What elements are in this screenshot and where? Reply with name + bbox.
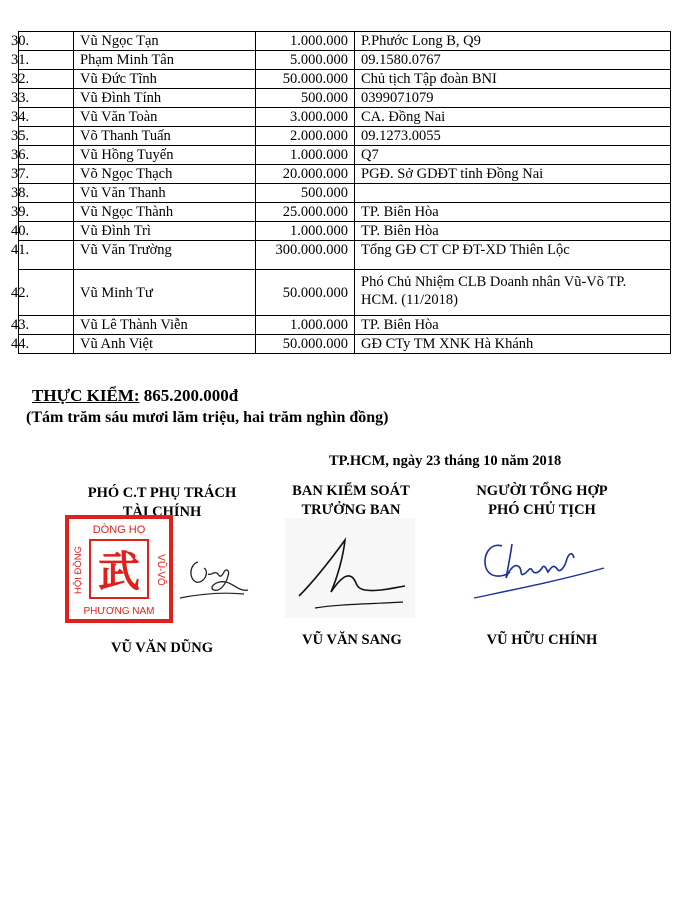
donor-name: Vũ Đức Tĩnh — [74, 70, 256, 89]
row-number-text: 43. — [11, 317, 30, 333]
donor-note: CA. Đồng Nai — [355, 108, 671, 127]
total-line — [32, 386, 238, 406]
donation-amount: 2.000.000 — [256, 127, 355, 146]
donor-note: 0399071079 — [355, 89, 671, 108]
signatory-1-title-line2: TÀI CHÍNH — [122, 504, 202, 520]
donor-name: Vũ Ngọc Tạn — [74, 32, 256, 51]
donor-note: Phó Chủ Nhiệm CLB Doanh nhân Vũ-Võ TP. HCM. (11/2018) — [355, 270, 671, 316]
donation-amount: 50.000.000 — [256, 270, 355, 316]
signatory-3-title-line2: PHÓ CHỦ TỊCH — [488, 502, 596, 518]
signatory-3-name: VŨ HỮU CHÍNH — [486, 632, 598, 648]
donation-amount: 1.000.000 — [256, 222, 355, 241]
donation-amount: 25.000.000 — [256, 203, 355, 222]
donor-name: Vũ Lê Thành Viễn — [74, 316, 256, 335]
donation-amount: 3.000.000 — [256, 108, 355, 127]
row-number — [11, 165, 74, 184]
row-number-text: 36. — [11, 147, 30, 163]
donor-note — [355, 184, 671, 203]
donor-note: TP. Biên Hòa — [355, 316, 671, 335]
donor-name: Võ Thanh Tuấn — [74, 127, 256, 146]
donor-note: PGĐ. Sở GDĐT tỉnh Đồng Nai — [355, 165, 671, 184]
donor-name: Vũ Ngọc Thành — [74, 203, 256, 222]
table-row — [19, 108, 671, 127]
donation-amount: 20.000.000 — [256, 165, 355, 184]
row-number-text: 38. — [11, 185, 30, 201]
donor-note: 09.1273.0055 — [355, 127, 671, 146]
seal-center-character: 武 — [97, 547, 141, 596]
table-row — [19, 241, 671, 270]
donor-table-body — [11, 32, 671, 354]
row-number-text: 34. — [11, 109, 30, 125]
donor-note: Chủ tịch Tập đoàn BNI — [355, 70, 671, 89]
donor-name: Phạm Minh Tân — [74, 51, 256, 70]
table-row — [19, 222, 671, 241]
donation-amount: 1.000.000 — [256, 316, 355, 335]
row-number — [11, 70, 74, 89]
signature-vu-van-sang — [285, 518, 415, 618]
signature-vu-huu-chinh — [462, 528, 612, 608]
donation-amount: 50.000.000 — [256, 335, 355, 354]
row-number-text: 37. — [11, 166, 30, 182]
donor-name: Vũ Đình Trì — [74, 222, 256, 241]
seal-text-bottom: PHƯƠNG NAM — [83, 606, 155, 617]
donor-note: 09.1580.0767 — [355, 51, 671, 70]
signatory-2-title — [241, 482, 461, 520]
row-number — [11, 89, 74, 108]
donor-table — [11, 31, 671, 354]
table-row — [19, 270, 671, 316]
row-number — [11, 127, 74, 146]
signatory-3-title — [432, 482, 652, 520]
row-number-text: 39. — [11, 204, 30, 220]
table-row — [19, 184, 671, 203]
table-row — [19, 165, 671, 184]
row-number — [11, 222, 74, 241]
date-line: TP.HCM, ngày 23 tháng 10 năm 2018 — [329, 453, 562, 469]
donation-amount: 5.000.000 — [256, 51, 355, 70]
row-number — [11, 108, 74, 127]
seal-text-right: VŨ-VÕ — [155, 554, 166, 586]
row-number — [11, 32, 74, 51]
donor-name: Võ Ngọc Thạch — [74, 165, 256, 184]
red-seal-stamp — [64, 514, 174, 624]
donor-note: Tổng GĐ CT CP ĐT-XD Thiên Lộc — [355, 241, 671, 270]
signatory-2-title-line2: TRƯỞNG BAN — [301, 502, 401, 518]
signatory-2-title-line1: BAN KIỂM SOÁT — [292, 483, 410, 499]
donor-name: Vũ Hồng Tuyến — [74, 146, 256, 165]
row-number-text: 35. — [11, 128, 30, 144]
table-row — [19, 32, 671, 51]
signature-vu-van-dung — [160, 540, 250, 610]
row-number — [11, 184, 74, 203]
donor-note: GĐ CTy TM XNK Hà Khánh — [355, 335, 671, 354]
donation-amount: 500.000 — [256, 89, 355, 108]
signatory-3-title-line1: NGƯỜI TỔNG HỢP — [476, 483, 608, 499]
signatory-1-title-line1: PHÓ C.T PHỤ TRÁCH — [87, 485, 237, 501]
total-label: THỰC KIỂM: — [32, 386, 140, 405]
table-row — [19, 316, 671, 335]
table-row — [19, 51, 671, 70]
total-value: 865.200.000đ — [143, 386, 239, 405]
table-row — [19, 127, 671, 146]
signatory-2-name: VŨ VĂN SANG — [302, 632, 402, 648]
row-number-text: 30. — [11, 33, 30, 49]
donor-name: Vũ Văn Thanh — [74, 184, 256, 203]
donation-amount: 50.000.000 — [256, 70, 355, 89]
donation-amount: 1.000.000 — [256, 146, 355, 165]
donor-name: Vũ Anh Việt — [74, 335, 256, 354]
donation-amount: 300.000.000 — [256, 241, 355, 270]
table-row — [19, 70, 671, 89]
seal-text-left: HỘI ĐỒNG — [73, 545, 84, 595]
row-number-text: 44. — [11, 336, 30, 352]
donor-name: Vũ Đình Tính — [74, 89, 256, 108]
seal-text-top: DÒNG HỌ — [92, 524, 146, 536]
total-in-words: (Tám trăm sáu mươi lăm triệu, hai trăm nghìn đồng) — [26, 409, 389, 426]
row-number — [11, 335, 74, 354]
donor-note: TP. Biên Hòa — [355, 222, 671, 241]
row-number — [11, 51, 74, 70]
row-number — [11, 270, 74, 316]
signatory-1-name: VŨ VĂN DŨNG — [110, 640, 214, 656]
row-number-text: 32. — [11, 71, 30, 87]
donation-amount: 500.000 — [256, 184, 355, 203]
donor-name: Vũ Minh Tư — [74, 270, 256, 316]
donor-name: Vũ Văn Trường — [74, 241, 256, 270]
donor-note: Q7 — [355, 146, 671, 165]
donor-note: TP. Biên Hòa — [355, 203, 671, 222]
row-number-text: 31. — [11, 52, 30, 68]
row-number-text: 41. — [11, 242, 30, 258]
donor-name: Vũ Văn Toàn — [74, 108, 256, 127]
row-number — [11, 316, 74, 335]
table-row — [19, 335, 671, 354]
table-row — [19, 89, 671, 108]
table-row — [19, 146, 671, 165]
row-number — [11, 241, 74, 270]
row-number-text: 33. — [11, 90, 30, 106]
row-number — [11, 146, 74, 165]
table-row — [19, 203, 671, 222]
row-number — [11, 203, 74, 222]
row-number-text: 42. — [11, 284, 30, 301]
donor-note: P.Phước Long B, Q9 — [355, 32, 671, 51]
donation-amount: 1.000.000 — [256, 32, 355, 51]
row-number-text: 40. — [11, 223, 30, 239]
